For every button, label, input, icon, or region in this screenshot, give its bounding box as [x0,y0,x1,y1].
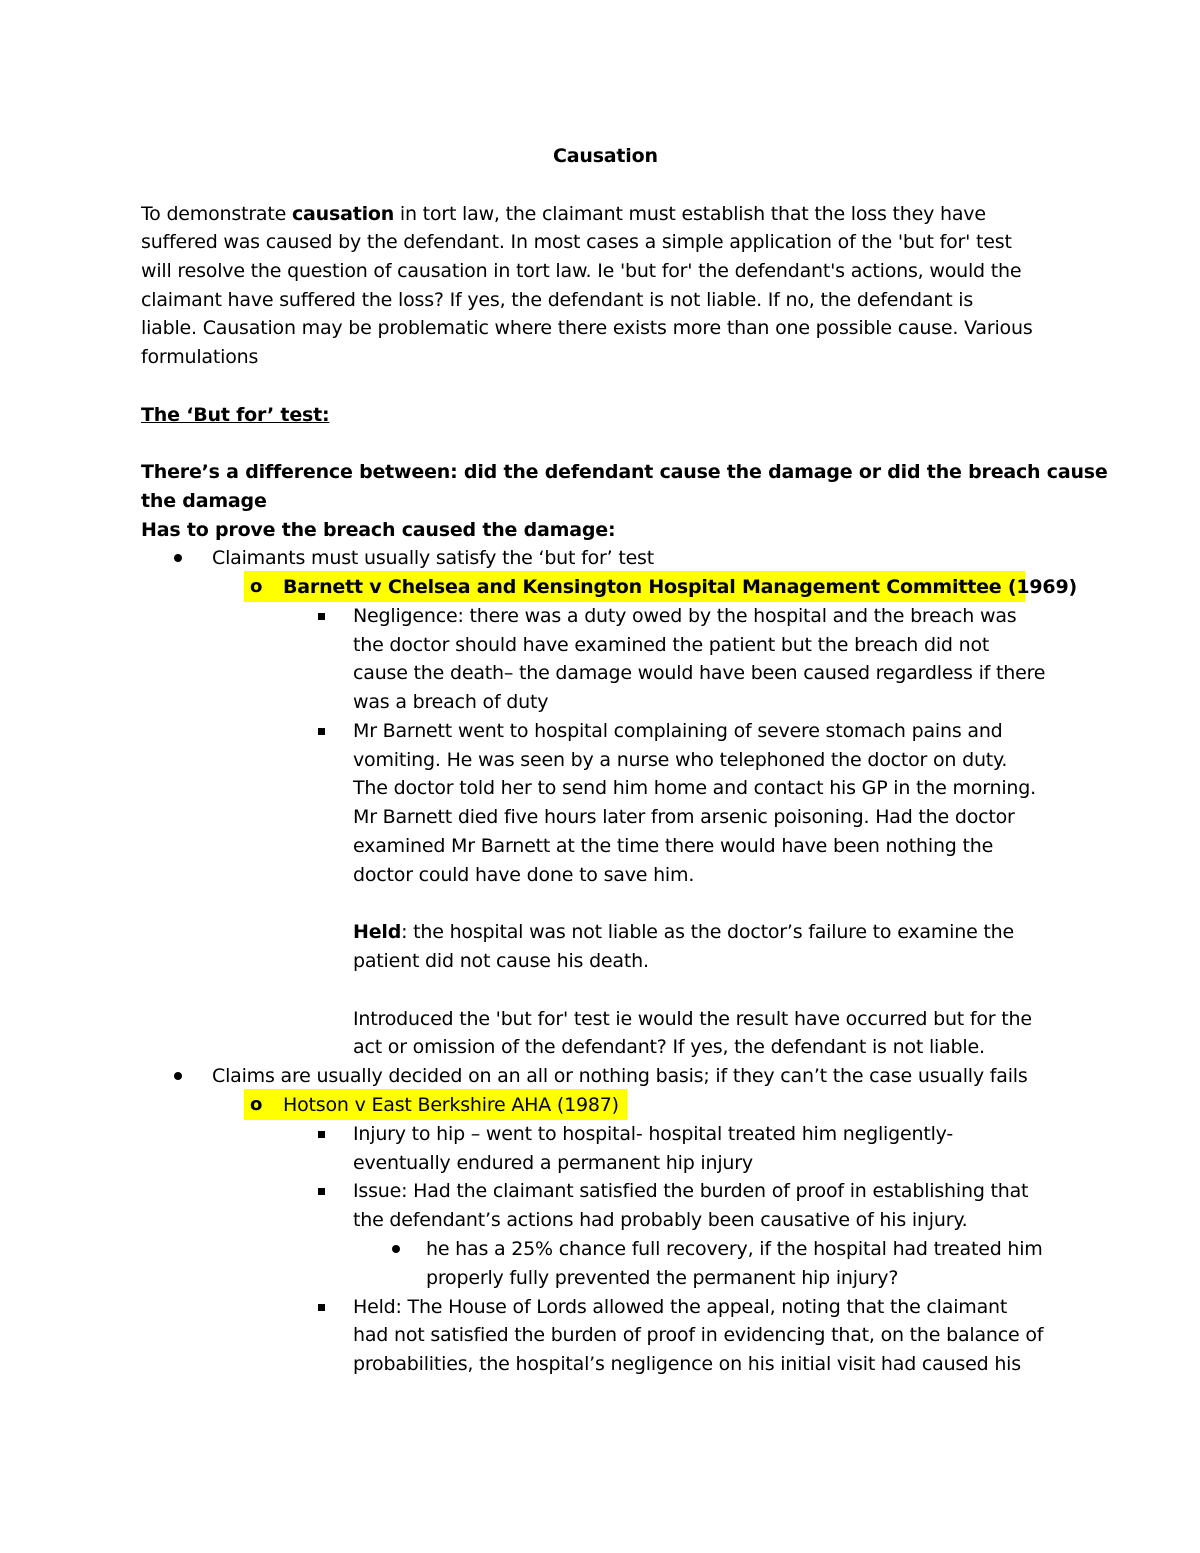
case-1-point-2-line-6: doctor could have done to save him. [353,864,695,886]
intro-line-2: suffered was caused by the defendant. In most cases a simple application of the 'but for' test [141,231,1012,253]
intro-line-5: liable. Causation may be problematic where there exists more than one possible cause. Various [141,317,1033,339]
held-label: Held [353,921,402,943]
intro-line-1 [141,200,986,228]
bullet-dot-icon [392,1235,400,1263]
introduced-line-1: Introduced the 'but for' test ie would the result have occurred but for the [353,1008,1032,1030]
case-1-point-2-line-3: The doctor told her to send him home and contact his GP in the morning. [353,777,1036,799]
square-bullet-icon [318,602,325,630]
case-2-point-3-line-3: probabilities, the hospital’s negligence on his initial visit had caused his [353,1353,1021,1375]
held-text: : the hospital was not liable as the doctor’s failure to examine the [401,921,1014,943]
intro-bold-term: causation [291,203,395,225]
case-1-point-1-line-3: cause the death– the damage would have been caused regardless if there [353,662,1046,684]
document-title: Causation [553,145,658,167]
prove-line: Has to prove the breach caused the damage: [141,519,616,541]
case-1-point-2-line-1: Mr Barnett went to hospital complaining of severe stomach pains and [353,720,1003,742]
bullet-dot-icon [174,544,182,572]
bullet-2-text: Claims are usually decided on an all or nothing basis; if they can’t the case usually fails [212,1065,1028,1087]
introduced-line-2: act or omission of the defendant? If yes, the defendant is not liable. [353,1036,985,1058]
case-2-point-3-line-2: had not satisfied the burden of proof in evidencing that, on the balance of [353,1324,1044,1346]
case-1-point-2-line-4: Mr Barnett died five hours later from arsenic poisoning. Had the doctor [353,806,1015,828]
case-2-title: Hotson v East Berkshire AHA (1987) [283,1094,619,1116]
case-2-point-1-line-1: Injury to hip – went to hospital- hospital treated him negligently- [353,1123,954,1145]
case-2-point-3-line-1: Held: The House of Lords allowed the appeal, noting that the claimant [353,1296,1008,1318]
intro-line-3: will resolve the question of causation in tort law. Ie 'but for' the defendant's actions, would the [141,260,1022,282]
intro-line-4: claimant have suffered the loss? If yes, the defendant is not liable. If no, the defendant is [141,289,974,311]
case-1-point-2-line-5: examined Mr Barnett at the time there would have been nothing the [353,835,994,857]
case-2-point-2-line-2: the defendant’s actions had probably been causative of his injury. [353,1209,968,1231]
section-heading: The ‘But for’ test: [141,404,330,426]
bullet-dot-icon [174,1062,182,1090]
case-2-point-1-line-2: eventually endured a permanent hip injury [353,1152,753,1174]
case-1-point-2-line-2: vomiting. He was seen by a nurse who telephoned the doctor on duty. [353,749,1008,771]
square-bullet-icon [318,1120,325,1148]
square-bullet-icon [318,1293,325,1321]
circle-bullet-icon: o [250,576,263,597]
case-2-sub-line-2: properly fully prevented the permanent hip injury? [426,1267,899,1289]
square-bullet-icon [318,717,325,745]
held-1-line-2: patient did not cause his death. [353,950,649,972]
case-2-point-2-line-1: Issue: Had the claimant satisfied the burden of proof in establishing that [353,1180,1029,1202]
bullet-1-text: Claimants must usually satisfy the ‘but for’ test [212,547,655,569]
case-1-point-1-line-4: was a breach of duty [353,691,549,713]
intro-text: in tort law, the claimant must establish that the loss they have [394,203,986,225]
held-1-line-1 [353,918,1014,946]
case-1-point-1-line-2: the doctor should have examined the patient but the breach did not [353,634,990,656]
case-2-sub-line-1: he has a 25% chance full recovery, if the hospital had treated him [426,1238,1043,1260]
difference-line-2: the damage [141,490,267,512]
intro-text: To demonstrate [141,203,292,225]
case-1-title: Barnett v Chelsea and Kensington Hospital Management Committee (1969) [283,576,1077,598]
circle-bullet-icon: o [250,1094,263,1115]
intro-line-6: formulations [141,346,259,368]
difference-line-1: There’s a difference between: did the defendant cause the damage or did the breach cause [141,461,1108,483]
square-bullet-icon [318,1177,325,1205]
case-1-point-1-line-1: Negligence: there was a duty owed by the hospital and the breach was [353,605,1017,627]
